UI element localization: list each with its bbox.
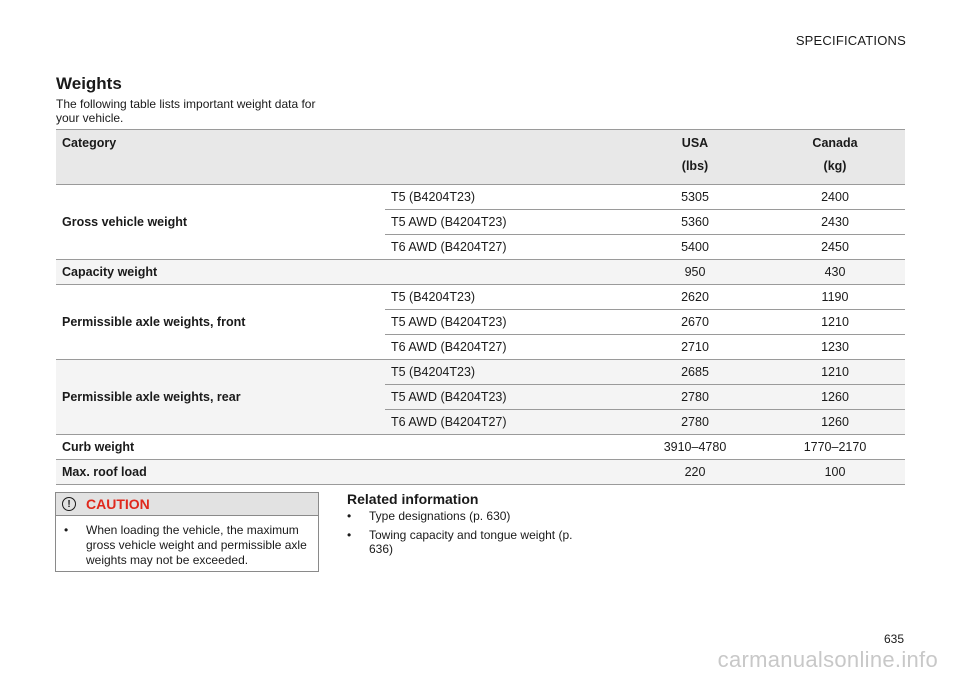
table-row — [56, 285, 905, 310]
related-list — [347, 509, 577, 556]
table-row — [56, 360, 905, 385]
header-canada-unit: (kg) — [823, 159, 847, 173]
model-cell: T5 AWD (B4204T23) — [385, 210, 625, 235]
caution-body — [56, 516, 318, 568]
watermark: carmanualsonline.info — [717, 647, 938, 672]
page-title: Weights — [56, 74, 122, 93]
bullet-icon: • — [347, 509, 352, 523]
caution-box — [55, 492, 319, 572]
header-canada-label: Canada — [812, 136, 858, 150]
canada-value: 1210 — [765, 360, 905, 385]
usa-value: 2710 — [625, 335, 765, 360]
model-cell: T6 AWD (B4204T27) — [385, 235, 625, 260]
weights-table — [56, 129, 905, 485]
list-item — [347, 528, 577, 556]
category-curb-weight: Curb weight — [56, 435, 625, 460]
caution-text: When loading the vehicle, the maximum gross vehicle weight and permissible axle weights may not be exceeded. — [86, 523, 307, 567]
canada-value: 1190 — [765, 285, 905, 310]
model-cell: T6 AWD (B4204T27) — [385, 335, 625, 360]
section-header: SPECIFICATIONS — [795, 33, 906, 48]
header-usa-unit: (lbs) — [681, 159, 709, 173]
table-row — [56, 260, 905, 285]
header-usa — [625, 130, 765, 185]
usa-value: 2620 — [625, 285, 765, 310]
table-row — [56, 435, 905, 460]
canada-value: 1230 — [765, 335, 905, 360]
category-capacity-weight: Capacity weight — [56, 260, 625, 285]
warning-icon: ! — [62, 497, 76, 511]
model-cell: T5 AWD (B4204T23) — [385, 385, 625, 410]
header-canada — [765, 130, 905, 185]
usa-value: 2670 — [625, 310, 765, 335]
canada-value: 2450 — [765, 235, 905, 260]
table-header-row — [56, 130, 905, 185]
usa-value: 5305 — [625, 185, 765, 210]
bullet-icon: • — [64, 523, 69, 537]
model-cell: T5 AWD (B4204T23) — [385, 310, 625, 335]
model-cell: T5 (B4204T23) — [385, 360, 625, 385]
category-max-roof-load: Max. roof load — [56, 460, 625, 485]
canada-value: 1260 — [765, 385, 905, 410]
header-usa-label: USA — [681, 136, 709, 150]
intro-text: The following table lists important weight data for your vehicle. — [56, 97, 316, 125]
related-link-towing-capacity[interactable]: Towing capacity and tongue weight (p. 636) — [369, 528, 573, 556]
bullet-icon: • — [347, 528, 352, 542]
usa-value: 3910–4780 — [625, 435, 765, 460]
usa-value: 5360 — [625, 210, 765, 235]
table-row — [56, 185, 905, 210]
usa-value: 220 — [625, 460, 765, 485]
related-information — [347, 491, 577, 561]
related-link-type-designations[interactable]: Type designations (p. 630) — [369, 509, 511, 523]
canada-value: 1210 — [765, 310, 905, 335]
category-gross-vehicle-weight: Gross vehicle weight — [56, 185, 385, 260]
usa-value: 2780 — [625, 385, 765, 410]
caution-header — [56, 493, 318, 516]
category-axle-front: Permissible axle weights, front — [56, 285, 385, 360]
model-cell: T6 AWD (B4204T27) — [385, 410, 625, 435]
usa-value: 2685 — [625, 360, 765, 385]
model-cell: T5 (B4204T23) — [385, 285, 625, 310]
table-row — [56, 460, 905, 485]
category-axle-rear: Permissible axle weights, rear — [56, 360, 385, 435]
canada-value: 430 — [765, 260, 905, 285]
page-number: 635 — [883, 632, 904, 646]
related-title: Related information — [347, 491, 479, 507]
canada-value: 1260 — [765, 410, 905, 435]
usa-value: 950 — [625, 260, 765, 285]
model-cell: T5 (B4204T23) — [385, 185, 625, 210]
canada-value: 1770–2170 — [765, 435, 905, 460]
canada-value: 100 — [765, 460, 905, 485]
canada-value: 2430 — [765, 210, 905, 235]
usa-value: 5400 — [625, 235, 765, 260]
caution-title: CAUTION — [86, 496, 150, 512]
usa-value: 2780 — [625, 410, 765, 435]
header-category: Category — [56, 130, 625, 185]
canada-value: 2400 — [765, 185, 905, 210]
list-item — [347, 509, 577, 523]
